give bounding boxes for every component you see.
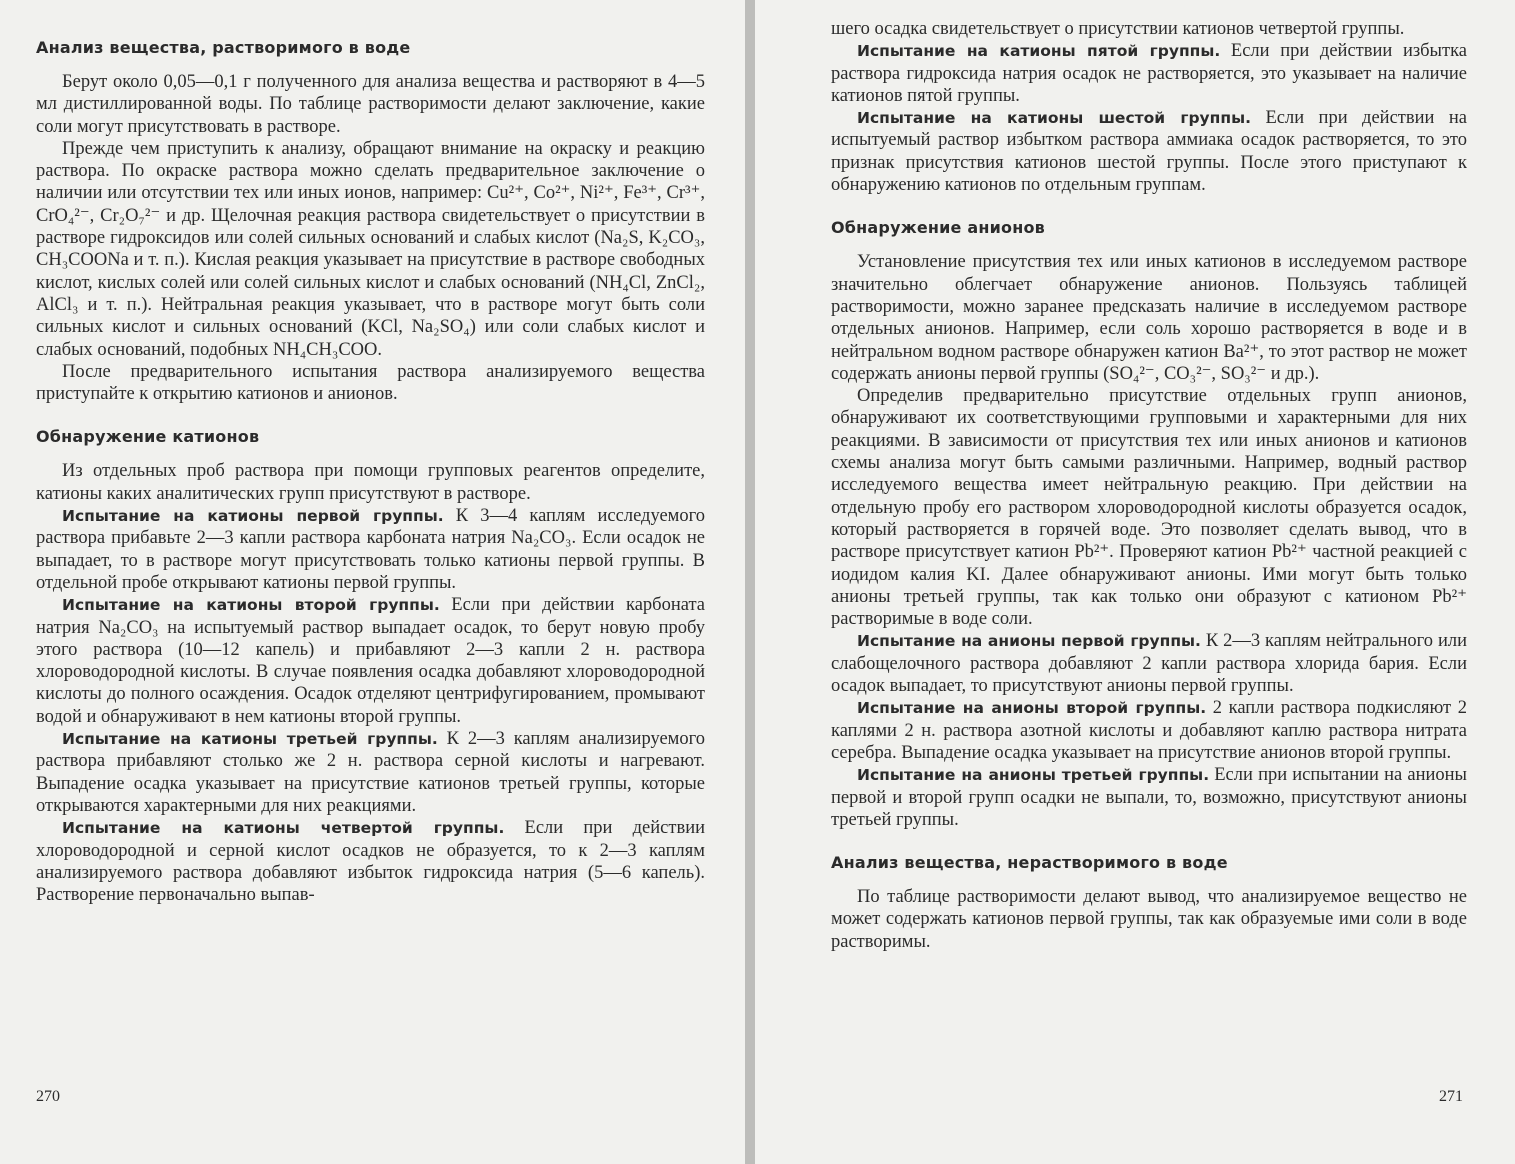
test-text: Если при действии на испытуемый раствор избытком раствора аммиака осадок растворяется, то это признак присутствия катионов шестой группы. После этого приступают к обнаружению катионов по отдельным группам. xyxy=(831,108,1467,196)
test-title: Испытание на катионы второй группы. xyxy=(62,596,440,615)
test-title: Испытание на катионы пятой группы. xyxy=(857,42,1221,61)
test-title: Испытание на катионы четвертой группы. xyxy=(62,819,505,838)
paragraph: После предварительного испытания раствора анализируемого вещества приступайте к открытию катионов и анионов. xyxy=(36,361,705,405)
paragraph: Определив предварительно присутствие отдельных групп анионов, обнаруживают их соответствующими групповыми и характерными для них реакциями. В зависимости от присутствия тех или иных анионов и катионов схемы анализа могут быть самыми различными. Например, водный раствор исследуемого вещества имеет нейтральную реакцию. При действии на отдельную пробу его раствором хлороводородной кислоты образуется осадок, который растворяется в горячей воде. Это позволяет сделать вывод, что в растворе присутствует катион Pb²⁺. Проверяют катион Pb²⁺ частной реакцией с иодидом калия KI. Далее обнаруживают анионы. Ими могут быть только анионы третьей группы, так как только они образуют с катионом Pb²⁺ растворимые в воде соли. xyxy=(831,386,1467,630)
right-page xyxy=(755,0,1515,1164)
test-paragraph-cations-5 xyxy=(831,40,1467,107)
test-text: Если при действии карбоната натрия Na₂CO₃ на испытуемый раствор выпадает осадок, то берут новую пробу этого раствора (10—12 капель) и прибавляют 2—3 капли 2 н. раствора хлороводородной кислоты. В случае появления осадка добавляют хлороводородной кислоты до полного осаждения. Осадок отделяют центрифугированием, промывают водой и обнаруживают в нем катионы второй группы. xyxy=(36,595,705,727)
test-title: Испытание на анионы второй группы. xyxy=(857,699,1207,718)
paragraph: Из отдельных проб раствора при помощи групповых реагентов определите, катионы каких аналитических групп присутствуют в растворе. xyxy=(36,461,705,504)
paragraph: Установление присутствия тех или иных катионов в исследуемом растворе значительно облегчает обнаружение анионов. Пользуясь таблицей растворимости, можно заранее предсказать наличие в исследуемом растворе отдельных анионов. Например, если соль хорошо растворяется в воде и в нейтральном водном растворе обнаружен катион Ba²⁺, то этот раствор не может содержать анионы первой группы (SO₄²⁻, CO₃²⁻, SO₃²⁻ и др.). xyxy=(831,252,1467,384)
test-paragraph-cations-3 xyxy=(36,728,705,817)
test-title: Испытание на анионы третьей группы. xyxy=(857,766,1210,785)
section-heading-cations: Обнаружение катионов xyxy=(36,427,260,447)
test-text: К 3—4 каплям исследуемого раствора прибавьте 2—3 капли раствора карбоната натрия Na₂CO₃. Если осадок не выпадает, то в растворе могут присутствовать только катионы первой группы. В отдельной пробе открывают катионы первой группы. xyxy=(36,506,705,593)
paragraph: Берут около 0,05—0,1 г полученного для анализа вещества и растворяют в 4—5 мл дистиллированной воды. По таблице растворимости делают заключение, какие соли могут присутствовать в растворе. xyxy=(36,72,705,137)
page-number: 271 xyxy=(1439,1088,1463,1105)
left-page xyxy=(0,0,745,1164)
test-paragraph-anions-3 xyxy=(831,764,1467,831)
test-text: К 2—3 каплям анализируемого раствора прибавляют столько же 2 н. раствора серной кислоты и нагревают. Выпадение осадка указывает на присутствие катионов третьей группы, которые открываются характерными для них реакциями. xyxy=(36,729,706,816)
section-heading-anions: Обнаружение анионов xyxy=(831,218,1045,238)
test-text: К 2—3 каплям нейтрального или слабощелочного раствора добавляют 2 капли раствора хлорида бария. Если осадок выпадает, то присутствуют анионы первой группы. xyxy=(831,631,1467,697)
section-heading-insoluble: Анализ вещества, нерастворимого в воде xyxy=(831,853,1228,873)
paragraph-continuation: шего осадка свидетельствует о присутствии катионов четвертой группы. xyxy=(831,19,1405,39)
paragraph: Прежде чем приступить к анализу, обращают внимание на окраску и реакцию раствора. По окраске раствора можно сделать предварительное заключение о наличии или отсутствии тех или иных ионов, например: Cu²⁺, Co²⁺, Ni²⁺, Fe³⁺, Cr³⁺, CrO₄²⁻, Cr₂O₇²⁻ и др. Щелочная реакция раствора свидетельствует о присутствии в растворе гидроксидов или солей сильных оснований и слабых кислот (Na₂S, K₂CO₃, CH₃COONa и т. п.). Кислая реакция указывает на присутствие в растворе свободных кислот, кислых солей или солей сильных кислот и слабых оснований (NH₄Cl, ZnCl₂, AlCl₃ и т. п.). Нейтральная реакция указывает, что в растворе могут быть соли сильных кислот и сильных оснований (KCl, Na₂SO₄) или соли слабых кислот и слабых оснований, подобных NH₄CH₃COO. xyxy=(36,138,705,360)
test-title: Испытание на анионы первой группы. xyxy=(857,632,1201,651)
page-number: 270 xyxy=(36,1088,60,1105)
test-paragraph-anions-1 xyxy=(831,630,1467,697)
test-title: Испытание на катионы шестой группы. xyxy=(857,109,1251,128)
test-text: Если при действии хлороводородной и серной кислот осадков не образуется, то к 2—3 каплям анализируемого раствора добавляют избыток гидроксида натрия (5—6 капель). Растворение первоначально выпав- xyxy=(36,818,705,906)
test-paragraph-cations-1 xyxy=(36,505,705,594)
test-paragraph-cations-2 xyxy=(36,594,705,728)
test-title: Испытание на катионы третьей группы. xyxy=(62,730,438,749)
section-heading-soluble: Анализ вещества, растворимого в воде xyxy=(36,38,411,57)
test-title: Испытание на катионы первой группы. xyxy=(62,507,444,526)
test-text: 2 капли раствора подкисляют 2 каплями 2 н. раствора азотной кислоты и добавляют каплю раствора нитрата серебра. Выпадение осадка указывает на присутствие анионов второй группы. xyxy=(831,698,1467,763)
test-paragraph-cations-6 xyxy=(831,107,1467,196)
test-paragraph-cations-4 xyxy=(36,817,705,906)
test-text: Если при действии избытка раствора гидроксида натрия осадок не растворяется, это указывает на наличие катионов пятой группы. xyxy=(831,41,1467,106)
test-text: Если при испытании на анионы первой и второй групп осадки не выпали, то, возможно, присутствуют анионы третьей группы. xyxy=(831,765,1467,830)
book-gutter xyxy=(745,0,755,1164)
paragraph: По таблице растворимости делают вывод, что анализируемое вещество не может содержать катионов первой группы, так как образуемые ими соли в воде растворимы. xyxy=(831,887,1467,952)
test-paragraph-anions-2 xyxy=(831,697,1467,764)
